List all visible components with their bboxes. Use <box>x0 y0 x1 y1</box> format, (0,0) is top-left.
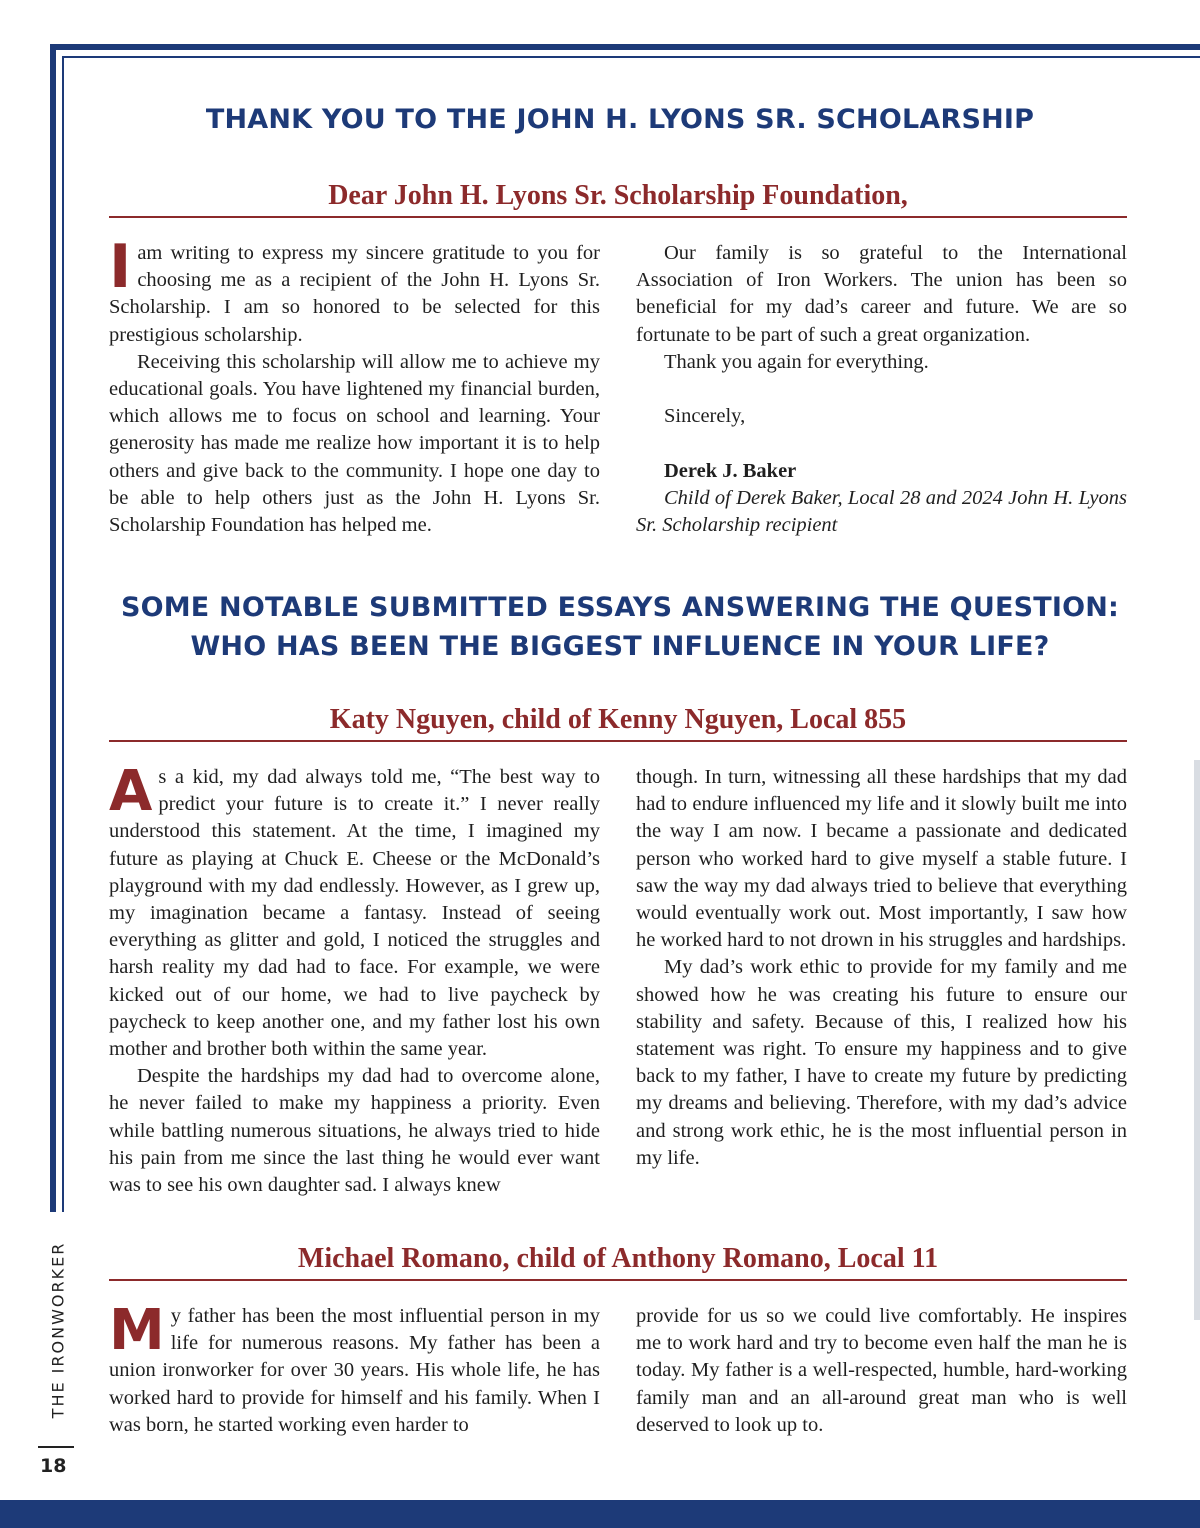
drop-cap: A <box>109 759 153 824</box>
michael-paragraph-2: provide for us so we could live comfortably. He inspires me to work hard and try to become even half the man he is today. My father is a well-respected, humble, hard-working family man and an all-around great man who is well deserved to look up to. <box>636 1305 1127 1436</box>
footer-bar <box>0 1500 1200 1528</box>
thank-you-paragraph-2: Receiving this scholarship will allow me to achieve my educational goals. You have lightened my financial burden, which allows me to focus on school and learning. Your generosity has made me realize how important it is to help others and give back to the community. I hope one day to be able to help others just as the John H. Lyons Sr. Scholarship Foundation has helped me. <box>109 350 600 537</box>
frame-top-thin-rule <box>62 56 1200 58</box>
katy-paragraph-1: As a kid, my dad always told me, “The best way to predict your future is to create it.” I never really understood this statement. At the time, I imagined my future as playing at Chuck E. Cheese or the McDonald’s playground with my dad endlessly. However, as I grew up, my imagination became a fantasy. Instead of seeing everything as glitter and gold, I noticed the struggles and harsh reality my dad had to face. For example, we were kicked out of our home, we had to live paycheck by paycheck to keep another one, and my father lost his own mother and brother both within the same year. <box>109 759 600 1061</box>
page-number: 18 <box>40 1455 67 1477</box>
thank-you-title: THANK YOU TO THE JOHN H. LYONS SR. SCHOLARSHIP <box>205 104 1035 135</box>
michael-paragraph-1: My father has been the most influential person in my life for numerous reasons. My father has been a union ironworker for over 30 years. His whole life, he has worked hard to provide for himself and his family. When I was born, he started working even harder to <box>109 1298 600 1436</box>
essays-title: SOME NOTABLE SUBMITTED ESSAYS ANSWERING THE QUESTION: WHO HAS BEEN THE BIGGEST INFLUENCE IN YOUR LIFE? <box>120 592 1120 662</box>
salutation-heading: Dear John H. Lyons Sr. Scholarship Foundation, <box>109 178 1127 218</box>
katy-right-column <box>636 764 1127 1172</box>
spacer <box>636 376 1127 403</box>
thank-you-left-column <box>109 232 600 539</box>
michael-right-column <box>636 1303 1127 1439</box>
closing: Sincerely, <box>664 405 746 428</box>
thank-you-right-column <box>636 240 1127 539</box>
drop-cap: I <box>109 232 132 302</box>
thank-you-paragraph-1: Iam writing to express my sincere gratitude to you for choosing me as a recipient of the John H. Lyons Sr. Scholarship. I am so honored to be selected for this prestigious scholarship. <box>109 232 600 346</box>
essay-heading-katy: Katy Nguyen, child of Kenny Nguyen, Local 855 <box>109 702 1127 742</box>
page-edge-shade <box>1194 760 1200 1320</box>
thank-you-paragraph-4: Thank you again for everything. <box>664 350 929 373</box>
signer-title: Child of Derek Baker, Local 28 and 2024 John H. Lyons Sr. Scholarship recipient <box>636 486 1127 536</box>
katy-paragraph-4: My dad’s work ethic to provide for my family and me showed how he was creating his future to ensure our stability and safety. Because of this, I realized how his statement was right. To ensure my happiness and to give back to my father, I have to create my future by predicting my dreams and believing. Therefore, with my dad’s advice and strong work ethic, he is the most influential person in my life. <box>636 956 1127 1169</box>
signer-name: Derek J. Baker <box>664 459 797 482</box>
page-number-rule <box>38 1446 74 1448</box>
katy-paragraph-3: though. In turn, witnessing all these hardships that my dad had to endure influenced my life and it slowly built me into the way I am now. I became a passionate and dedicated person who worked hard to give myself a stable future. I saw the way my dad always tried to believe that everything would eventually work out. Most importantly, I saw how he worked hard to not drown in his struggles and hardships. <box>636 766 1127 952</box>
katy-paragraph-2: Despite the hardships my dad had to overcome alone, he never failed to make my happiness a priority. Even while battling numerous situations, he always tried to hide his pain from me since the last thing he would ever want was to see his own daughter sad. I always knew <box>109 1065 600 1197</box>
publication-name: THE IRONWORKER <box>48 1241 68 1419</box>
drop-cap: M <box>109 1298 165 1363</box>
spacer <box>636 430 1127 457</box>
frame-left-thick-rule <box>50 44 56 1212</box>
frame-left-thin-rule <box>62 56 64 1212</box>
michael-left-column <box>109 1298 600 1439</box>
katy-left-column <box>109 759 600 1199</box>
frame-top-thick-rule <box>50 44 1200 50</box>
essay-heading-michael: Michael Romano, child of Anthony Romano, Local 11 <box>109 1241 1127 1281</box>
thank-you-paragraph-3: Our family is so grateful to the International Association of Iron Workers. The union has been so beneficial for my dad’s career and future. We are so fortunate to be part of such a great organization. <box>636 242 1127 346</box>
